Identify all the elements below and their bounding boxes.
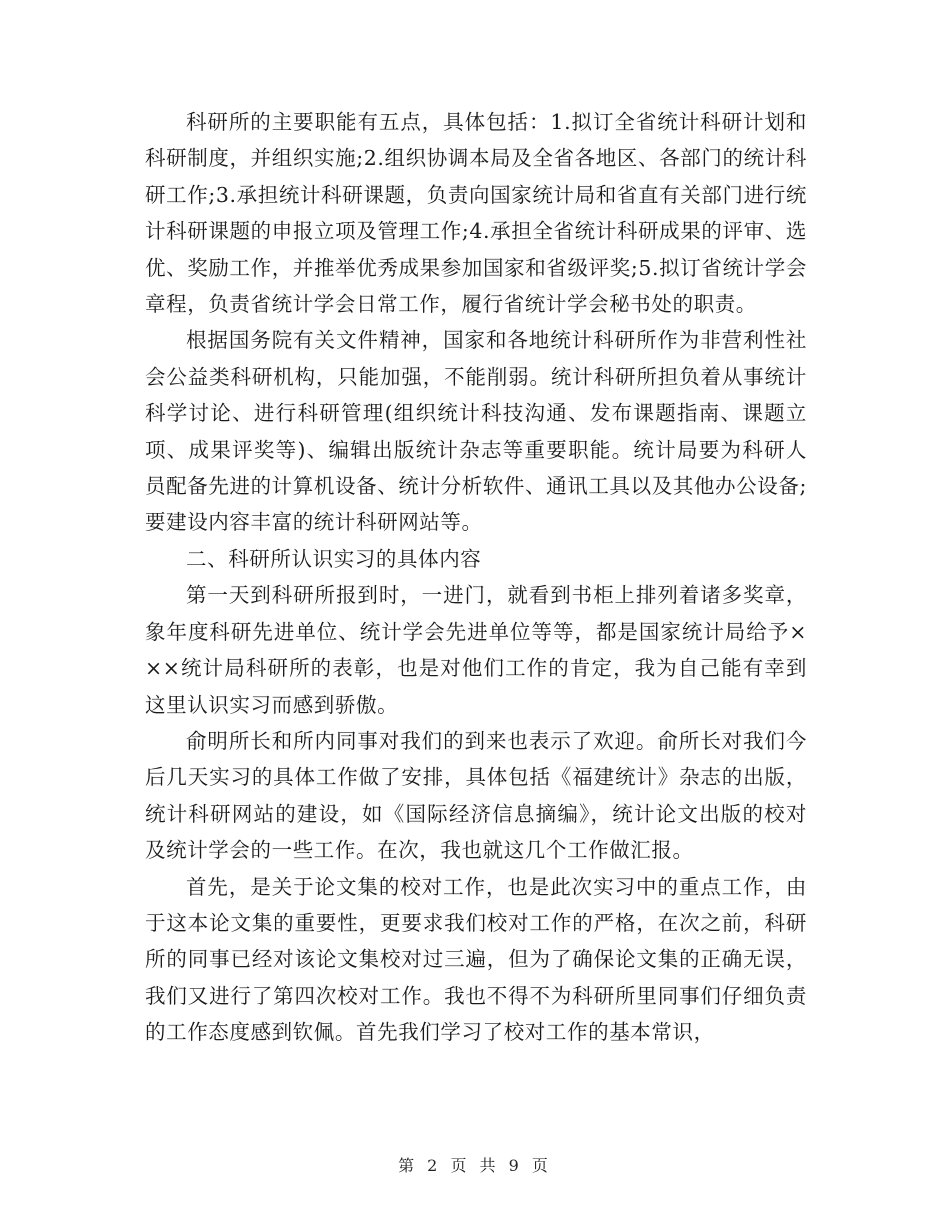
section-heading: 二、科研所认识实习的具体内容 — [186, 546, 482, 571]
paragraph-functions: 科研所的主要职能有五点，具体包括：1.拟订全省统计科研计划和科研制度，并组织实施;2.组织协调本局及全省各地区、各部门的统计科研工作;3.承担统计科研课题，负责向国家统计局和省直有关部门进行统计科研课题的申报立项及管理工作;4.承担全省统计科研成果的评审、选优、奖励工作，并推举优秀成果参加国家和省级评奖;5.拟订省统计学会章程，负责省统计学会日常工作，履行省统计学会秘书处的职责。 — [145, 110, 807, 317]
paragraph-state-council: 根据国务院有关文件精神，国家和各地统计科研所作为非营利性社会公益类科研机构，只能加强，不能削弱。统计科研所担负着从事统计科学讨论、进行科研管理(组织统计科技沟通、发布课题指南、课题立项、成果评奖等)、编辑出版统计杂志等重要职能。统计局要为科研人员配备先进的计算机设备、统计分析软件、通讯工具以及其他办公设备;要建设内容丰富的统计科研网站等。 — [145, 328, 807, 535]
page-number-footer: 第 2 页 共 9 页 — [398, 1156, 552, 1175]
paragraph-director: 俞明所长和所内同事对我们的到来也表示了欢迎。俞所长对我们今后几天实习的具体工作做了安排，具体包括《福建统计》杂志的出版，统计科研网站的建设，如《国际经济信息摘编》，统计论文出版的校对及统计学会的一些工作。在次，我也就这几个工作做汇报。 — [145, 728, 807, 863]
paragraph-proofreading: 首先，是关于论文集的校对工作，也是此次实习中的重点工作，由于这本论文集的重要性，更要求我们校对工作的严格，在次之前，科研所的同事已经对该论文集校对过三遍，但为了确保论文集的正确无误，我们又进行了第四次校对工作。我也不得不为科研所里同事们仔细负责的工作态度感到钦佩。首先我们学习了校对工作的基本常识， — [145, 874, 807, 1045]
paragraph-first-day: 第一天到科研所报到时，一进门，就看到书柜上排列着诸多奖章，象年度科研先进单位、统计学会先进单位等等，都是国家统计局给予×××统计局科研所的表彰，也是对他们工作的肯定，我为自己能有幸到这里认识实习而感到骄傲。 — [145, 583, 807, 717]
document-body — [145, 104, 807, 1051]
